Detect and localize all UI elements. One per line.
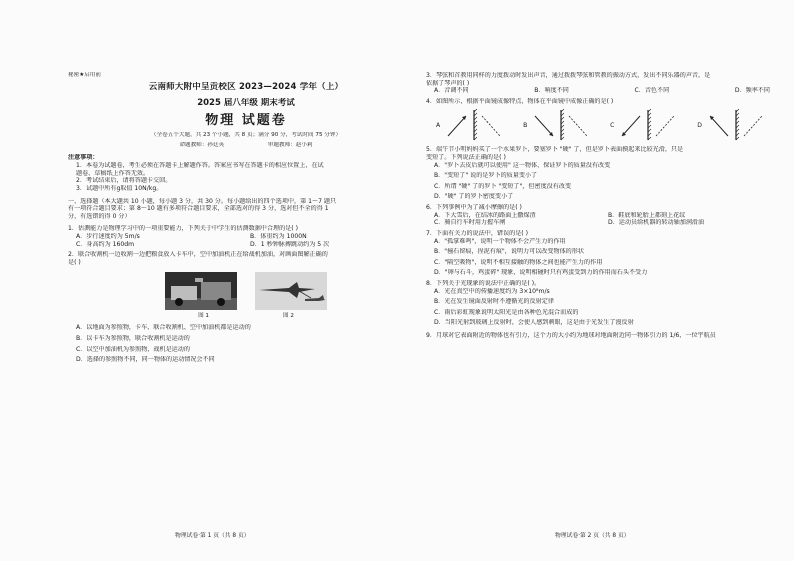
q8-option-b: B．光在发生镜面反射时不遵循光的反射定律 xyxy=(434,298,554,306)
section1-line: 分，有选错的得 0 分） xyxy=(68,212,131,220)
q2-option-b: B．以卡车为参照物，联合收割机是运动的 xyxy=(76,334,190,342)
figure-labels xyxy=(68,313,424,320)
q5-option-b: B．"变短了" 说的是罗卜的质量变小了 xyxy=(434,172,538,180)
left-column xyxy=(68,72,424,547)
q4-label-a: A xyxy=(436,121,441,129)
q7-option-d: D．"卵与石斗，鸡蛋碎" 现象，说明相碰时只有鸡蛋受到力的作用而石头不受力 xyxy=(434,269,648,277)
q3-option-b: B．响度不同 xyxy=(534,87,569,95)
q4-figures xyxy=(426,105,782,143)
q4-label-b: B xyxy=(523,121,528,129)
note-line: 3．试题中所有g取值 10N/kg。 xyxy=(76,184,163,192)
section1-line: 一、选择题（本大题共 10 小题，每小题 3 分，共 30 分。每小题给出的四个选项中，第 1～7 题只 xyxy=(68,197,337,205)
q7-option-a: A．"孤掌难鸣"，说明一个物体不会产生力的作用 xyxy=(434,237,566,245)
q1-option-c: C．身高约为 160dm xyxy=(76,240,135,248)
school-title: 云南师大附中呈贡校区 2023—2024 学年（上） xyxy=(148,81,344,92)
author: 命题教师：孙廷英 xyxy=(179,142,225,149)
q3-stem-cont: 依据了琴声的( ) xyxy=(426,79,470,87)
mirror-diagram-icon xyxy=(529,108,593,142)
q2-option-a: A．以地面为参照物，卡车、联合收割机、空中加油机都是运动的 xyxy=(76,324,251,332)
footer-right: 物理试卷·第 2 页（共 8 页） xyxy=(555,533,630,539)
mirror-diagram-icon xyxy=(704,108,768,142)
note-line: 2．考试结束后，请将答题卡交回。 xyxy=(76,177,172,185)
harvester-photo xyxy=(165,272,237,310)
q4-option-c-figure xyxy=(610,108,680,142)
q8-option-c: C．雨后彩虹现象说明太阳光是由各种色光混合而成的 xyxy=(434,308,579,316)
q6-option-a: A．下大雪后，在结冰的路面上撒煤渣 xyxy=(434,211,536,219)
refuel-photo xyxy=(255,272,327,310)
q7-option-b: B．"撞石留痕，捏泥有痕"，说明力可以改变物体的形状 xyxy=(434,248,584,256)
q6-option-c: C．骑自行车时用力握车闸 xyxy=(434,219,506,227)
q7-stem: 7．下面有关力的说法中，错误的是( ) xyxy=(426,229,528,237)
q1-options xyxy=(68,241,424,249)
q1-option-a: A．步行速度约为 5m/s xyxy=(76,232,140,240)
right-column xyxy=(426,72,782,547)
q8-option-d: D．当阳光射到玻璃上反射时，会使人感到刺眼，这是由于光发生了漫反射 xyxy=(434,319,634,327)
q5-option-c: C．所谓 "硬" 了的罗卜 "变短了"，但密度没有改变 xyxy=(434,182,572,190)
q1-option-d: D．1 秒钟脉搏跳动约为 5 次 xyxy=(250,240,330,248)
fig1-label: 图 1 xyxy=(198,313,209,320)
mirror-diagram-icon xyxy=(616,108,680,142)
q1-options xyxy=(68,233,424,241)
q2-option-d: D．选择的参照物不同，同一物体的运动情况会不同 xyxy=(76,356,215,364)
q7-option-c: C．"隔空吸物"，说明不相互接触的物体之间也能产生力的作用 xyxy=(434,258,603,266)
note-line: 题卷、草稿纸上作答无效。 xyxy=(76,169,150,177)
q1-option-b: B．体重约为 1000N xyxy=(250,232,307,240)
q6-stem: 6．下列事例中为了减小摩擦的是( ) xyxy=(426,204,522,212)
q5-option-a: A．"罗卜去皮后就可以使用" 这一物体，保证罗卜的质量没有改变 xyxy=(434,161,611,169)
q6-options xyxy=(426,212,782,220)
q3-options xyxy=(426,87,782,95)
teacher-line xyxy=(68,142,424,149)
q6-option-d: D．运动员给机器的转动轴加润滑油 xyxy=(608,219,705,227)
q4-option-d-figure xyxy=(697,108,768,142)
q8-option-a: A．光在真空中的传播速度约为 3×10⁸m/s xyxy=(434,287,550,295)
subject-title: 物理 试题卷 xyxy=(205,113,287,129)
fig2-label: 图 2 xyxy=(283,313,294,320)
q4-option-b-figure xyxy=(523,108,593,142)
section1-line: 有一项符合题目要求；第 8～10 题有多项符合题目要求，全部选对的得 3 分，选对但不全的得 1 xyxy=(68,205,329,213)
q4-option-a-figure xyxy=(436,108,506,142)
exam-title: 2025 届八年级 期末考试 xyxy=(197,97,295,108)
footer-left: 物理试卷·第 1 页（共 8 页） xyxy=(175,533,250,539)
q2-option-c: C．以空中加油机为参照物，战机是运动的 xyxy=(76,345,190,353)
mirror-diagram-icon xyxy=(442,108,506,142)
q3-option-c: C．音色不同 xyxy=(634,87,670,95)
q2-stem: 2．联合收割机一边收割一边把粮食放入卡车中，空中加油机正在给战机加油，对画面图解正确的 xyxy=(68,251,328,259)
q9-stem: 9．月球对它表面附近的物体也有引力，这个力的大小约为地球对地面附近同一物体引力的 1/6，一位宇航员 xyxy=(426,332,716,340)
q2-figures xyxy=(68,272,424,310)
exam-info: （全卷五个大题，共 23 个小题，共 8 页；满分 90 分，考试时间 75 分钟） xyxy=(150,132,342,139)
q1-stem: 1．估测能力是物理学习中的一项重要能力，下列关于中学生的估测数据中合理的是( ) xyxy=(68,225,298,233)
q5-stem: 5．端午节小明妈妈买了一个水果罗卜，要塞罗卜 "硬" 了，但是罗卜表面摸起来比较光滑，只是 xyxy=(426,146,684,154)
q3-option-d: D．频率不同 xyxy=(734,87,770,95)
secret-label: 秘密★启用前 xyxy=(68,72,101,78)
q4-label-c: C xyxy=(610,121,615,129)
q3-option-a: A．音调不同 xyxy=(434,87,469,95)
q6-option-b: B．鞋底和轮胎上都刻上花纹 xyxy=(608,211,686,219)
q4-label-d: D xyxy=(697,121,702,129)
q3-stem: 3．琴弦和首教用同样的力度拨动时发出声音，通过拨拨琴弦和管教的振动方式，发出不同乐器的声音，是 xyxy=(426,72,711,79)
q5-stem-cont: 变短了。下列说法正确的是( ) xyxy=(426,154,506,162)
q5-option-d: D．"硬" 了的罗卜密度变小了 xyxy=(434,193,514,201)
q4-stem: 4．如图所示，根据平面镜成像特点，物体在平面镜中成像正确的是( ) xyxy=(426,97,614,105)
q2-stem-cont: 是( ) xyxy=(68,258,81,266)
note-line: 1．本卷为试题卷，考生必须在答题卡上解题作答。答案应书写在答题卡的相应位置上，在试 xyxy=(76,162,324,170)
reviewer: 审题教师：赵小莉 xyxy=(267,142,313,149)
q8-stem: 8．下列关于光现象的说法中正确的是( )。 xyxy=(426,279,541,287)
notes-heading: 注意事项： xyxy=(68,154,99,162)
q6-options xyxy=(426,219,782,227)
